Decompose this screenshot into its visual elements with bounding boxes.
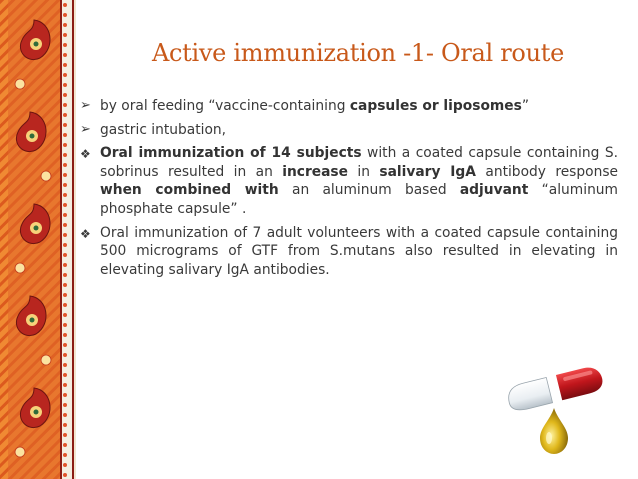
arrow-bullet-icon: ➢	[80, 98, 91, 113]
bullet-list	[78, 97, 618, 284]
text-segment: antibody response	[475, 163, 618, 180]
bold-text: increase	[282, 163, 348, 180]
text-segment: an aluminum based	[278, 182, 460, 199]
capsule-with-oil-drop-icon	[498, 362, 610, 458]
diamond-bullet-icon: ❖	[80, 226, 91, 241]
list-item-text	[100, 97, 618, 116]
bold-text: adjuvant	[459, 182, 529, 199]
ornamental-paisley-border-icon	[0, 0, 76, 479]
arrow-bullet-icon: ➢	[80, 121, 91, 137]
text-segment: “aluminum phosphate capsule” .	[100, 182, 618, 217]
list-item	[78, 224, 618, 280]
decorative-border	[0, 0, 76, 479]
text-segment: in	[348, 163, 380, 180]
text-segment: ”	[521, 98, 530, 114]
bold-text: salivary IgA	[379, 163, 476, 180]
bold-text: capsules or liposomes	[349, 98, 522, 114]
list-item	[78, 144, 618, 218]
list-item	[78, 97, 618, 116]
slide-title: Active immunization -1- Oral route	[152, 39, 564, 67]
list-item-text	[100, 224, 618, 280]
diamond-bullet-icon: ❖	[80, 147, 91, 162]
list-item-text	[100, 121, 618, 140]
list-item	[78, 121, 618, 140]
text-segment: gastric intubation,	[100, 121, 227, 138]
text-segment: Oral immunization of 7 adult volunteers with a coated capsule containing 500 micrograms of GTF from S.mutans also resulted in elevating in elevating salivary IgA antibodies.	[100, 224, 618, 278]
bold-text: Oral immunization of 14 subjects	[100, 145, 362, 162]
list-item-text	[100, 144, 618, 218]
bold-text: when combined with	[100, 182, 279, 199]
text-segment: by oral feeding “vaccine-containing	[100, 98, 350, 114]
text-segment: with a coated capsule containing S. sobrinus resulted in an	[100, 145, 618, 180]
